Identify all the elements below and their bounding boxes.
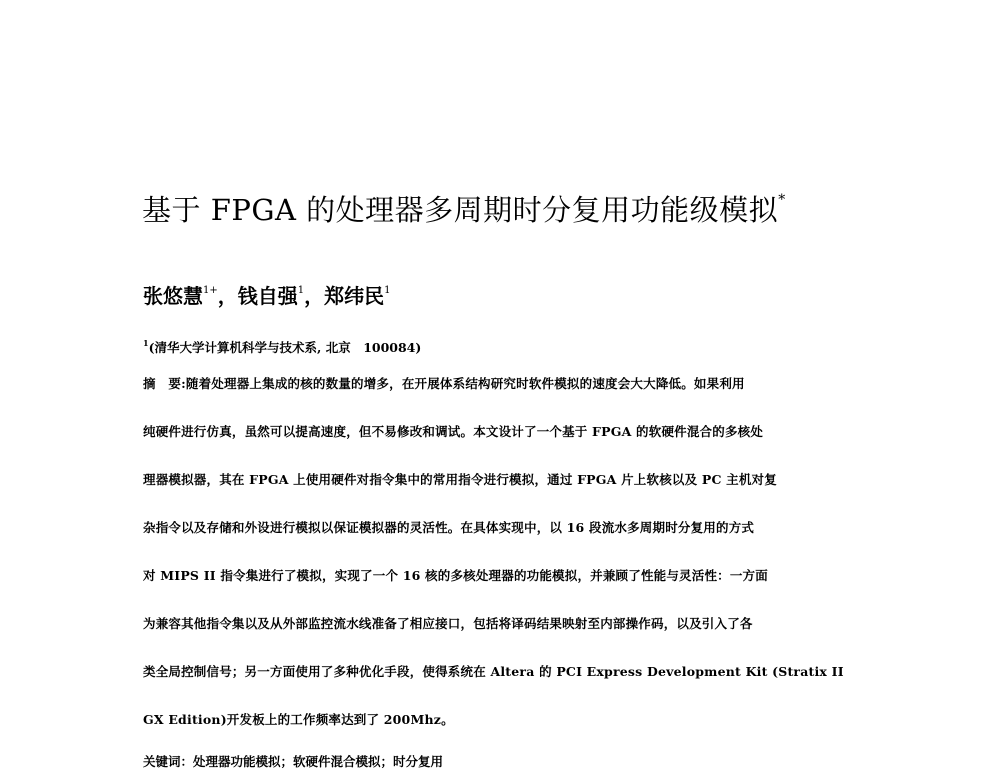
affiliation — [143, 338, 421, 356]
author-name: 钱自强 — [237, 284, 298, 308]
author-name: 张悠慧 — [143, 284, 203, 308]
abstract-line: 类全局控制信号；另一方面使用了多种优化手段，使得系统在 Altera 的 PCI Express Development Kit (Stratix II — [143, 664, 844, 679]
author-affiliation-mark: 1 — [297, 285, 305, 296]
author-list — [143, 280, 391, 309]
abstract-line: 理器模拟器，其在 FPGA 上使用硬件对指令集中的常用指令进行模拟，通过 FPGA 片上软核以及 PC 主机对复 — [143, 472, 777, 487]
author-separator: ， — [217, 284, 238, 308]
affiliation-text: (清华大学计算机科学与技术系, 北京 100084) — [148, 340, 422, 355]
paper-title — [142, 188, 786, 229]
paper-title-text: 基于 FPGA 的处理器多周期时分复用功能级模拟 — [142, 193, 779, 227]
abstract-line: 为兼容其他指令集以及从外部监控流水线准备了相应接口，包括将译码结果映射至内部操作码，以及引入了各 — [143, 616, 753, 631]
author-name: 郑纬民 — [324, 284, 385, 308]
title-footnote-mark: * — [778, 192, 786, 208]
author-affiliation-mark: 1+ — [203, 285, 218, 296]
author-affiliation-mark: 1 — [384, 285, 391, 296]
abstract-line: 纯硬件进行仿真，虽然可以提高速度，但不易修改和调试。本文设计了一个基于 FPGA 的软硬件混合的多核处 — [143, 424, 764, 439]
keywords-line: 关键词：处理器功能模拟；软硬件混合模拟；时分复用 — [143, 754, 444, 769]
abstract-line: 摘 要:随着处理器上集成的核的数量的增多，在开展体系结构研究时软件模拟的速度会大大降低。如果利用 — [143, 376, 745, 391]
author-separator: ， — [304, 284, 325, 308]
abstract-line: GX Edition)开发板上的工作频率达到了 200Mhz。 — [143, 712, 454, 727]
abstract-line: 杂指令以及存储和外设进行模拟以保证模拟器的灵活性。在具体实现中，以 16 段流水多周期时分复用的方式 — [143, 520, 755, 535]
abstract-line: 对 MIPS II 指令集进行了模拟，实现了一个 16 核的多核处理器的功能模拟，并兼顾了性能与灵活性：一方面 — [143, 568, 768, 583]
affiliation-mark: 1 — [143, 338, 149, 348]
